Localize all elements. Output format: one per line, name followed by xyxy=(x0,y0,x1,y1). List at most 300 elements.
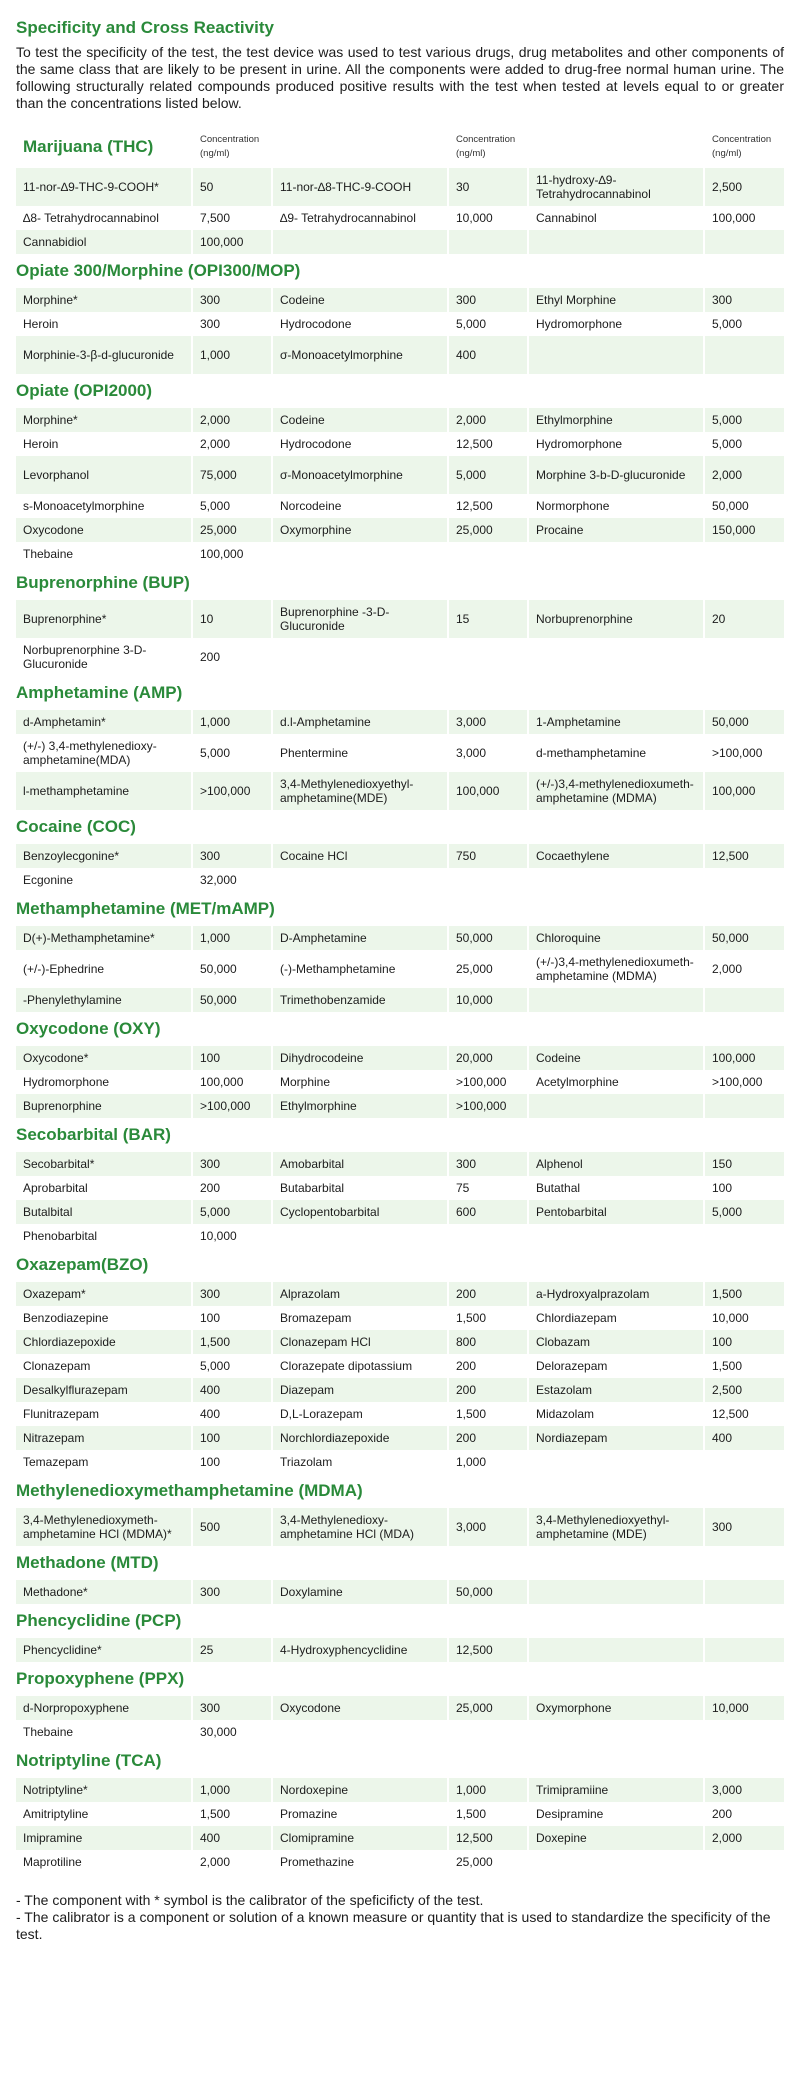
compound-name: Aprobarbital xyxy=(16,1176,192,1200)
compound-name: σ-Monoacetylmorphine xyxy=(272,456,448,494)
concentration-value xyxy=(704,988,784,1012)
table-row xyxy=(16,336,784,374)
table-row xyxy=(16,638,784,676)
concentration-value xyxy=(448,868,528,892)
concentration-value: 100,000 xyxy=(192,230,272,254)
concentration-value: 25,000 xyxy=(192,518,272,542)
concentration-value: 5,000 xyxy=(448,312,528,336)
concentration-value: 25,000 xyxy=(448,1696,528,1720)
compound-name: Butalbital xyxy=(16,1200,192,1224)
compound-name: Buprenorphine* xyxy=(16,600,192,638)
compound-name: Amobarbital xyxy=(272,1152,448,1176)
compound-name xyxy=(272,638,448,676)
compound-name: d-Norpropoxyphene xyxy=(16,1696,192,1720)
concentration-value xyxy=(448,1224,528,1248)
compound-name: D,L-Lorazepam xyxy=(272,1402,448,1426)
compound-name: Promethazine xyxy=(272,1850,448,1874)
compound-name: Trimethobenzamide xyxy=(272,988,448,1012)
table-row xyxy=(16,1094,784,1118)
compound-name: Cocaine HCl xyxy=(272,844,448,868)
compound-name: 3,4-Methylenedioxyethyl-amphetamine (MDE) xyxy=(528,1508,704,1546)
compound-name: Pentobarbital xyxy=(528,1200,704,1224)
concentration-value: 100 xyxy=(704,1176,784,1200)
compound-name: Norbuprenorphine xyxy=(528,600,704,638)
concentration-value xyxy=(704,230,784,254)
concentration-value: 5,000 xyxy=(704,1200,784,1224)
cross-reactivity-table xyxy=(16,1638,784,1662)
concentration-value: 1,000 xyxy=(448,1450,528,1474)
compound-name: Normorphone xyxy=(528,494,704,518)
compound-name: 3,4-Methylenedioxymeth-amphetamine HCl (MDMA)* xyxy=(16,1508,192,1546)
compound-name: Cannabinol xyxy=(528,206,704,230)
compound-name: d-methamphetamine xyxy=(528,734,704,772)
concentration-value: 1,000 xyxy=(192,336,272,374)
concentration-value: 1,500 xyxy=(192,1802,272,1826)
compound-name: Acetylmorphine xyxy=(528,1070,704,1094)
concentration-value: 2,000 xyxy=(448,408,528,432)
compound-name: Imipramine xyxy=(16,1826,192,1850)
compound-name: Clonazepam HCl xyxy=(272,1330,448,1354)
compound-name: 3,4-Methylenedioxyethyl-amphetamine(MDE) xyxy=(272,772,448,810)
concentration-value: 32,000 xyxy=(192,868,272,892)
compound-name: Chlordiazepam xyxy=(528,1306,704,1330)
concentration-value: 1,500 xyxy=(448,1402,528,1426)
concentration-value: 100 xyxy=(192,1046,272,1070)
compound-name: Levorphanol xyxy=(16,456,192,494)
compound-name: (+/-)3,4-methylenedioxumeth-amphetamine (MDMA) xyxy=(528,950,704,988)
compound-name: Flunitrazepam xyxy=(16,1402,192,1426)
footnotes xyxy=(16,1892,784,1943)
concentration-value: 300 xyxy=(448,288,528,312)
concentration-value: 300 xyxy=(704,288,784,312)
concentration-value: 200 xyxy=(704,1802,784,1826)
concentration-value: 300 xyxy=(448,1152,528,1176)
compound-name: Diazepam xyxy=(272,1378,448,1402)
compound-name: Trimipramiine xyxy=(528,1778,704,1802)
concentration-value: 75 xyxy=(448,1176,528,1200)
sections-container xyxy=(16,254,784,1874)
concentration-value: 400 xyxy=(192,1826,272,1850)
drug-section xyxy=(16,1662,784,1744)
drug-section xyxy=(16,1012,784,1118)
compound-name xyxy=(272,1720,448,1744)
concentration-value: 1,500 xyxy=(704,1282,784,1306)
concentration-value: 1,500 xyxy=(704,1354,784,1378)
compound-name xyxy=(528,638,704,676)
concentration-value: 1,500 xyxy=(448,1306,528,1330)
cross-reactivity-table xyxy=(16,1508,784,1546)
compound-name: Hydrocodone xyxy=(272,312,448,336)
compound-name: Nordoxepine xyxy=(272,1778,448,1802)
cross-reactivity-table xyxy=(16,408,784,566)
table-row xyxy=(16,312,784,336)
table-row xyxy=(16,1330,784,1354)
compound-name: Norchlordiazepoxide xyxy=(272,1426,448,1450)
concentration-value: 20,000 xyxy=(448,1046,528,1070)
table-row xyxy=(16,600,784,638)
compound-name: s-Monoacetylmorphine xyxy=(16,494,192,518)
concentration-value: 200 xyxy=(448,1354,528,1378)
empty-header-cell xyxy=(272,126,448,168)
concentration-value: 5,000 xyxy=(704,408,784,432)
compound-name: Morphine* xyxy=(16,288,192,312)
compound-name: Secobarbital* xyxy=(16,1152,192,1176)
concentration-value: 300 xyxy=(192,1696,272,1720)
compound-name: (+/-)-Ephedrine xyxy=(16,950,192,988)
concentration-value: 2,000 xyxy=(704,456,784,494)
concentration-value xyxy=(448,230,528,254)
table-row xyxy=(16,1720,784,1744)
compound-name: 11-hydroxy-∆9-Tetrahydrocannabinol xyxy=(528,168,704,206)
compound-name xyxy=(272,1224,448,1248)
concentration-value: 25 xyxy=(192,1638,272,1662)
drug-section xyxy=(16,810,784,892)
concentration-value: 200 xyxy=(192,638,272,676)
table-row xyxy=(16,734,784,772)
empty-header-cell xyxy=(528,126,704,168)
cross-reactivity-table xyxy=(16,288,784,374)
concentration-value: 12,500 xyxy=(704,1402,784,1426)
compound-name: Hydromorphone xyxy=(16,1070,192,1094)
compound-name: Norcodeine xyxy=(272,494,448,518)
compound-name: l-methamphetamine xyxy=(16,772,192,810)
cross-reactivity-table xyxy=(16,1778,784,1874)
concentration-value: 10,000 xyxy=(192,1224,272,1248)
compound-name xyxy=(272,230,448,254)
compound-name xyxy=(528,868,704,892)
compound-name: Oxazepam* xyxy=(16,1282,192,1306)
table-row xyxy=(16,1152,784,1176)
compound-name: Cocaethylene xyxy=(528,844,704,868)
concentration-value: 50,000 xyxy=(704,494,784,518)
table-row xyxy=(16,1450,784,1474)
compound-name: Chloroquine xyxy=(528,926,704,950)
compound-name: Delorazepam xyxy=(528,1354,704,1378)
compound-name: Heroin xyxy=(16,432,192,456)
compound-name xyxy=(528,336,704,374)
concentration-value: 30 xyxy=(448,168,528,206)
drug-section xyxy=(16,374,784,566)
compound-name: Oxycodone xyxy=(272,1696,448,1720)
compound-name: (+/-) 3,4-methylenedioxy-amphetamine(MDA) xyxy=(16,734,192,772)
concentration-value: 100 xyxy=(192,1426,272,1450)
concentration-value: 50,000 xyxy=(192,950,272,988)
compound-name: Chlordiazepoxide xyxy=(16,1330,192,1354)
concentration-value: 3,000 xyxy=(448,1508,528,1546)
concentration-value: >100,000 xyxy=(704,1070,784,1094)
compound-name xyxy=(528,1094,704,1118)
compound-name: Benzodiazepine xyxy=(16,1306,192,1330)
concentration-value: 150 xyxy=(704,1152,784,1176)
compound-name: Hydrocodone xyxy=(272,432,448,456)
concentration-value: 2,000 xyxy=(192,1850,272,1874)
compound-name: Amitriptyline xyxy=(16,1802,192,1826)
concentration-value: 800 xyxy=(448,1330,528,1354)
table-header-row xyxy=(16,126,784,168)
compound-name: Codeine xyxy=(528,1046,704,1070)
concentration-value: 50 xyxy=(192,168,272,206)
table-row xyxy=(16,168,784,206)
concentration-value: 100,000 xyxy=(192,1070,272,1094)
concentration-value: 100 xyxy=(192,1450,272,1474)
section-title: Methamphetamine (MET/mAMP) xyxy=(16,899,275,918)
compound-name: a-Hydroxyalprazolam xyxy=(528,1282,704,1306)
compound-name: Oxymorphone xyxy=(528,1696,704,1720)
table-row xyxy=(16,542,784,566)
table-row xyxy=(16,988,784,1012)
concentration-value: 500 xyxy=(192,1508,272,1546)
table-row xyxy=(16,1580,784,1604)
table-row xyxy=(16,1200,784,1224)
concentration-value: 300 xyxy=(192,844,272,868)
compound-name: D-Amphetamine xyxy=(272,926,448,950)
cross-reactivity-table xyxy=(16,1696,784,1744)
concentration-value: 5,000 xyxy=(192,1354,272,1378)
drug-section xyxy=(16,1474,784,1546)
compound-name: Cyclopentobarbital xyxy=(272,1200,448,1224)
compound-name: Alprazolam xyxy=(272,1282,448,1306)
concentration-value: 50,000 xyxy=(448,1580,528,1604)
concentration-value: 1,000 xyxy=(448,1778,528,1802)
concentration-value: 2,000 xyxy=(192,408,272,432)
compound-name: Buprenorphine xyxy=(16,1094,192,1118)
concentration-value: 5,000 xyxy=(192,494,272,518)
concentration-value: 10,000 xyxy=(448,988,528,1012)
concentration-value xyxy=(704,1224,784,1248)
table-row xyxy=(16,1306,784,1330)
compound-name: Phentermine xyxy=(272,734,448,772)
concentration-value: 3,000 xyxy=(448,710,528,734)
table-thc xyxy=(16,126,784,254)
compound-name: Morphine 3-b-D-glucuronide xyxy=(528,456,704,494)
compound-name: Buprenorphine -3-D-Glucuronide xyxy=(272,600,448,638)
concentration-value: 2,500 xyxy=(704,1378,784,1402)
compound-name: Thebaine xyxy=(16,542,192,566)
table-row xyxy=(16,518,784,542)
compound-name: Codeine xyxy=(272,408,448,432)
compound-name: Temazepam xyxy=(16,1450,192,1474)
drug-section xyxy=(16,1744,784,1874)
concentration-value xyxy=(704,1580,784,1604)
concentration-value: 150,000 xyxy=(704,518,784,542)
concentration-value xyxy=(448,638,528,676)
compound-name: Doxepine xyxy=(528,1826,704,1850)
concentration-value: 100,000 xyxy=(704,206,784,230)
table-row xyxy=(16,494,784,518)
concentration-value: 12,500 xyxy=(448,1826,528,1850)
concentration-value: 300 xyxy=(192,288,272,312)
compound-name xyxy=(528,230,704,254)
table-row xyxy=(16,1696,784,1720)
concentration-value xyxy=(448,542,528,566)
section-title: Buprenorphine (BUP) xyxy=(16,573,190,592)
concentration-value: 750 xyxy=(448,844,528,868)
section-title: Opiate 300/Morphine (OPI300/MOP) xyxy=(16,261,301,280)
compound-name xyxy=(528,1638,704,1662)
concentration-value: 100 xyxy=(192,1306,272,1330)
concentration-value: 15 xyxy=(448,600,528,638)
compound-name xyxy=(528,1224,704,1248)
compound-name: ∆9- Tetrahydrocannabinol xyxy=(272,206,448,230)
concentration-value: 12,500 xyxy=(448,432,528,456)
compound-name: Phenobarbital xyxy=(16,1224,192,1248)
table-row xyxy=(16,710,784,734)
table-row xyxy=(16,1508,784,1546)
concentration-header: Concentration (ng/ml) xyxy=(448,126,528,168)
compound-name: Clonazepam xyxy=(16,1354,192,1378)
compound-name: Oxymorphine xyxy=(272,518,448,542)
table-row xyxy=(16,1354,784,1378)
drug-section xyxy=(16,566,784,676)
cross-reactivity-table xyxy=(16,600,784,676)
concentration-value: 100,000 xyxy=(448,772,528,810)
compound-name: Dihydrocodeine xyxy=(272,1046,448,1070)
drug-section xyxy=(16,254,784,374)
compound-name: Butabarbital xyxy=(272,1176,448,1200)
section-title: Notriptyline (TCA) xyxy=(16,1751,162,1770)
concentration-value xyxy=(704,1850,784,1874)
cross-reactivity-table xyxy=(16,710,784,810)
table-row xyxy=(16,1778,784,1802)
concentration-value: 5,000 xyxy=(192,734,272,772)
concentration-value: 30,000 xyxy=(192,1720,272,1744)
table-row xyxy=(16,1176,784,1200)
footnote: - The component with * symbol is the calibrator of the speficificty of the test. xyxy=(16,1892,484,1908)
concentration-value: 5,000 xyxy=(192,1200,272,1224)
compound-name: Estazolam xyxy=(528,1378,704,1402)
concentration-header: Concentration (ng/ml) xyxy=(704,126,784,168)
cross-reactivity-table xyxy=(16,1046,784,1118)
concentration-value: 25,000 xyxy=(448,518,528,542)
drug-section xyxy=(16,1118,784,1248)
concentration-value xyxy=(704,1094,784,1118)
compound-name: d.l-Amphetamine xyxy=(272,710,448,734)
concentration-value: 200 xyxy=(448,1378,528,1402)
compound-name: (-)-Methamphetamine xyxy=(272,950,448,988)
concentration-value: 5,000 xyxy=(704,432,784,456)
table-row xyxy=(16,1378,784,1402)
concentration-value: 200 xyxy=(448,1282,528,1306)
concentration-value xyxy=(704,1638,784,1662)
concentration-value: 3,000 xyxy=(448,734,528,772)
compound-name xyxy=(528,988,704,1012)
concentration-value: 10,000 xyxy=(704,1696,784,1720)
concentration-value: >100,000 xyxy=(192,772,272,810)
table-row xyxy=(16,844,784,868)
compound-name: Promazine xyxy=(272,1802,448,1826)
concentration-value: 400 xyxy=(704,1426,784,1450)
table-row xyxy=(16,1826,784,1850)
table-row xyxy=(16,408,784,432)
table-row xyxy=(16,1850,784,1874)
compound-name: Maprotiline xyxy=(16,1850,192,1874)
concentration-value: 12,500 xyxy=(704,844,784,868)
concentration-value: >100,000 xyxy=(704,734,784,772)
compound-name: (+/-)3,4-methylenedioxumeth-amphetamine (MDMA) xyxy=(528,772,704,810)
drug-section xyxy=(16,892,784,1012)
compound-name: Doxylamine xyxy=(272,1580,448,1604)
compound-name: D(+)-Methamphetamine* xyxy=(16,926,192,950)
concentration-value: >100,000 xyxy=(448,1094,528,1118)
concentration-value: 100,000 xyxy=(704,772,784,810)
concentration-value: 25,000 xyxy=(448,950,528,988)
table-row xyxy=(16,1426,784,1450)
concentration-value: 600 xyxy=(448,1200,528,1224)
compound-name: Codeine xyxy=(272,288,448,312)
concentration-value xyxy=(704,868,784,892)
compound-name: Nitrazepam xyxy=(16,1426,192,1450)
section-title: Amphetamine (AMP) xyxy=(16,683,183,702)
compound-name: Heroin xyxy=(16,312,192,336)
compound-name: Thebaine xyxy=(16,1720,192,1744)
concentration-value: 50,000 xyxy=(192,988,272,1012)
table-row xyxy=(16,288,784,312)
concentration-value: 2,000 xyxy=(192,432,272,456)
concentration-value: 300 xyxy=(192,1152,272,1176)
table-row xyxy=(16,1802,784,1826)
compound-name: Oxycodone xyxy=(16,518,192,542)
compound-name: Hydromorphone xyxy=(528,312,704,336)
concentration-value: 5,000 xyxy=(448,456,528,494)
concentration-value: 1,000 xyxy=(192,926,272,950)
compound-name: Morphinie-3-β-d-glucuronide xyxy=(16,336,192,374)
concentration-value: 20 xyxy=(704,600,784,638)
compound-name: Midazolam xyxy=(528,1402,704,1426)
table-row xyxy=(16,772,784,810)
page-title: Specificity and Cross Reactivity xyxy=(16,18,274,37)
compound-name: Desalkylflurazepam xyxy=(16,1378,192,1402)
compound-name: Cannabidiol xyxy=(16,230,192,254)
concentration-value: 2,000 xyxy=(704,1826,784,1850)
cross-reactivity-table xyxy=(16,926,784,1012)
compound-name: Morphine* xyxy=(16,408,192,432)
compound-name: Bromazepam xyxy=(272,1306,448,1330)
concentration-value: 300 xyxy=(192,1282,272,1306)
concentration-value: >100,000 xyxy=(448,1070,528,1094)
table-row xyxy=(16,230,784,254)
drug-section xyxy=(16,1604,784,1662)
concentration-value: 5,000 xyxy=(704,312,784,336)
compound-name: ∆8- Tetrahydrocannabinol xyxy=(16,206,192,230)
concentration-value: >100,000 xyxy=(192,1094,272,1118)
concentration-value xyxy=(704,542,784,566)
concentration-value xyxy=(704,1450,784,1474)
compound-name: Hydromorphone xyxy=(528,432,704,456)
concentration-value: 3,000 xyxy=(704,1778,784,1802)
compound-name: Ethylmorphine xyxy=(528,408,704,432)
concentration-value: 100 xyxy=(704,1330,784,1354)
table-row xyxy=(16,432,784,456)
section-title: Cocaine (COC) xyxy=(16,817,136,836)
table-row xyxy=(16,1402,784,1426)
compound-name: Clobazam xyxy=(528,1330,704,1354)
section-thc xyxy=(16,126,784,254)
compound-name: d-Amphetamin* xyxy=(16,710,192,734)
concentration-value: 100,000 xyxy=(704,1046,784,1070)
compound-name: Methadone* xyxy=(16,1580,192,1604)
concentration-value xyxy=(704,336,784,374)
concentration-value: 7,500 xyxy=(192,206,272,230)
concentration-value: 400 xyxy=(448,336,528,374)
compound-name xyxy=(528,542,704,566)
drug-section xyxy=(16,676,784,810)
concentration-value: 10 xyxy=(192,600,272,638)
concentration-value: 200 xyxy=(192,1176,272,1200)
table-row xyxy=(16,926,784,950)
table-row xyxy=(16,1282,784,1306)
table-row xyxy=(16,868,784,892)
compound-name: Clomipramine xyxy=(272,1826,448,1850)
